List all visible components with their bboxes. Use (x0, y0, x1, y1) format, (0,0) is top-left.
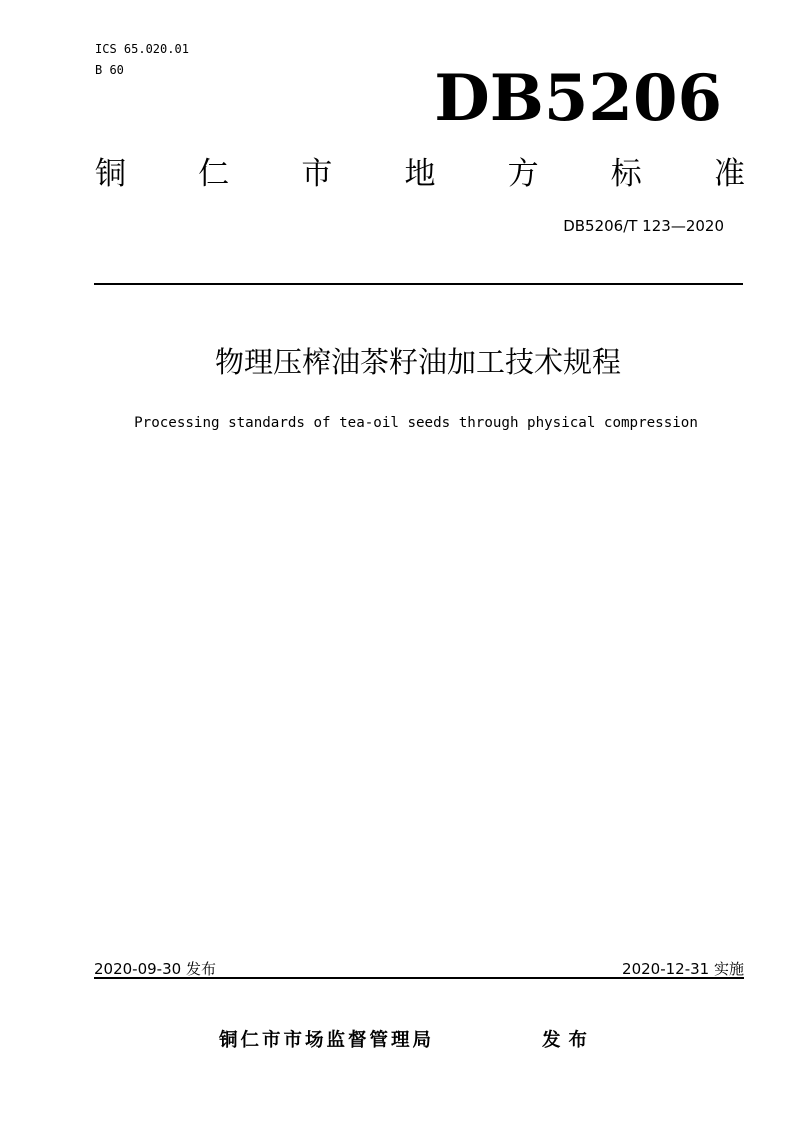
implementation-date: 2020-12-31 实施 (622, 960, 744, 978)
date-row (94, 957, 744, 979)
standard-type-char: 仁 (198, 156, 230, 192)
issue-label: 发布 (542, 1030, 596, 1051)
release-date: 2020-09-30 发布 (94, 960, 216, 978)
standard-type-char: 标 (610, 156, 642, 192)
standard-type-char: 铜 (95, 156, 126, 192)
standard-number: DB5206/T 123—2020 (563, 217, 724, 235)
standard-type-char: 地 (404, 156, 436, 192)
top-divider (94, 283, 743, 285)
bottom-divider (94, 977, 744, 979)
standard-type-char: 方 (507, 156, 539, 192)
standard-type-char: 准 (713, 156, 745, 192)
issuing-authority: 铜仁市市场监督管理局 (219, 1030, 435, 1051)
standard-type-heading (95, 152, 745, 196)
standard-code-logo: DB5206 (434, 61, 722, 136)
standard-type-char: 市 (301, 156, 333, 192)
ics-code: ICS 65.020.01 (95, 42, 189, 56)
ccs-code: B 60 (95, 63, 124, 77)
document-title-chinese: 物理压榨油茶籽油加工技术规程 (214, 345, 621, 379)
document-title-english: Processing standards of tea-oil seeds through physical compression (134, 415, 698, 431)
